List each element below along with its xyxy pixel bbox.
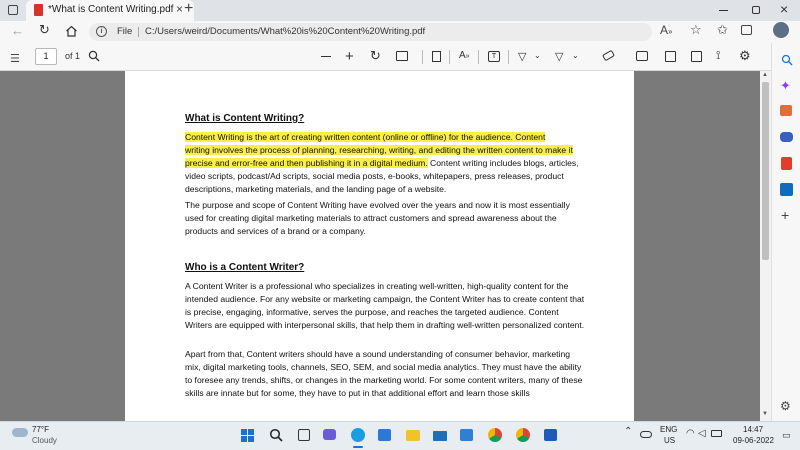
paragraph-text: Content writing includes blogs, articles, video scripts, podcast/Ad scripts, social media posts, e-books, whitepapers, press releases, product descriptions, marketing materials, and the landing page of a website. [185, 157, 579, 194]
edge-browser-icon[interactable] [351, 428, 365, 442]
notifications-icon[interactable]: ▭ [782, 430, 791, 440]
wifi-icon[interactable]: ◠ [686, 428, 695, 439]
favorites-icon[interactable]: ✩ [717, 22, 728, 37]
paragraph-writer-definition: A Content Writer is a professional who specializes in creating well-written, high-quality content for the intended audience. For any website or marketing campaign, the Content Writer has to create content that is precise, engaging, informative, serves the purpose, and reaches the targeted audience. Content Writers are equipped with interpersonal skills, that help them in drafting well-written personalized content. [185, 281, 585, 330]
address-scheme-label: File [117, 26, 133, 37]
draw-options-icon[interactable]: ⌄ [534, 51, 541, 60]
new-tab-icon[interactable]: + [184, 0, 194, 17]
highlighted-text: writing involves the process of planning, researching, writing, and editing the written content to make it [185, 144, 573, 155]
word-icon[interactable] [544, 429, 557, 441]
search-icon[interactable] [88, 50, 100, 62]
sidebar-tools-icon[interactable] [780, 105, 792, 116]
language-code[interactable]: ENG [660, 425, 678, 434]
back-icon[interactable]: ← [11, 23, 24, 38]
home-icon[interactable] [65, 25, 78, 37]
read-aloud-pdf-icon[interactable]: A» [459, 50, 470, 61]
save-as-icon[interactable] [691, 51, 702, 62]
address-url[interactable]: C:/Users/weird/Documents/What%20is%20Content%20Writing.pdf [145, 26, 426, 37]
profile-avatar[interactable] [773, 22, 789, 38]
close-window-icon[interactable]: × [780, 1, 789, 17]
sidebar-add-icon[interactable]: + [781, 207, 790, 223]
scroll-down-arrow-icon[interactable]: ▼ [762, 411, 768, 417]
taskbar-search-icon[interactable] [269, 428, 283, 442]
paragraph-writer-skills: Apart from that, Content writers should have a sound understanding of consumer behavior, marketing mix, digital marketing tools, channels, SEO, SEM, and social media analytics. They must have the ability to foresee any trends, shifts, or changes in the marketing world. For some content writers, many of these skills are innate but for some, they have to put in that additional effort and learn those skills [185, 349, 583, 398]
maximize-icon[interactable] [752, 6, 760, 14]
highlighted-text: Content Writing is the art of creating written content (online or offline) for the audience. Content [185, 132, 546, 142]
sidebar-outlook-icon[interactable] [780, 183, 793, 196]
minimize-icon[interactable] [719, 10, 728, 11]
weather-temperature[interactable]: 77°F [32, 425, 49, 434]
sidebar-office-icon[interactable] [781, 157, 792, 170]
toolbar-separator [449, 50, 450, 64]
chat-icon[interactable] [323, 429, 336, 440]
pin-icon[interactable]: ⟟ [716, 48, 721, 62]
page-view-icon[interactable] [432, 51, 441, 62]
contents-list-icon[interactable]: ☰ [10, 53, 20, 65]
sidebar-games-icon[interactable] [780, 132, 793, 142]
page-number-input[interactable]: 1 [35, 48, 57, 65]
pdf-file-icon [34, 4, 43, 16]
zoom-in-icon[interactable]: + [345, 48, 354, 65]
print-icon[interactable] [636, 51, 648, 61]
pdf-page [125, 71, 634, 421]
draw-icon[interactable]: ▽ [518, 51, 527, 63]
weather-cloud-icon [12, 428, 28, 437]
scroll-up-arrow-icon[interactable]: ▲ [762, 72, 768, 78]
paragraph-purpose: The purpose and scope of Content Writing have evolved over the years and now it is most essentially used for creating digital marketing materials to attract customers and spread awareness about the products and services of a brand or a company. [185, 200, 570, 236]
chrome-profile-icon[interactable] [516, 428, 530, 442]
task-view-icon[interactable] [298, 429, 310, 441]
refresh-icon[interactable]: ↻ [39, 22, 50, 37]
taskbar-active-indicator [353, 446, 363, 448]
show-hidden-icons-icon[interactable]: ⌃ [624, 426, 633, 437]
page-total-label: of 1 [65, 51, 81, 61]
edge-sidebar [771, 43, 800, 421]
toolbar-separator [422, 50, 423, 64]
battery-icon[interactable] [711, 430, 722, 437]
paragraph-definition [185, 131, 585, 196]
photos-icon[interactable] [460, 429, 473, 441]
sidebar-settings-icon[interactable]: ⚙ [780, 399, 791, 413]
sidebar-search-icon[interactable] [781, 54, 793, 66]
zoom-out-icon[interactable] [321, 56, 331, 57]
fit-page-icon[interactable] [396, 51, 408, 61]
address-separator [138, 27, 139, 37]
toolbar-separator [478, 50, 479, 64]
highlight-options-icon[interactable]: ⌄ [572, 51, 579, 60]
clock-date[interactable]: 09-06-2022 [733, 436, 774, 445]
address-bar[interactable] [89, 23, 652, 41]
tab-title: *What is Content Writing.pdf [48, 4, 174, 15]
sidebar-discover-icon[interactable]: ✦ [780, 78, 791, 93]
browser-tab[interactable] [26, 0, 194, 21]
rotate-icon[interactable]: ↻ [370, 48, 381, 63]
heading-who-is-content-writer: Who is a Content Writer? [185, 262, 305, 273]
favorite-icon[interactable]: ☆ [690, 22, 702, 37]
language-region[interactable]: US [664, 436, 676, 445]
volume-icon[interactable]: ◁ [698, 428, 706, 439]
weather-description[interactable]: Cloudy [32, 436, 57, 445]
mail-icon[interactable] [433, 431, 447, 441]
heading-what-is-content-writing: What is Content Writing? [185, 113, 305, 124]
cloud-sync-icon[interactable] [640, 431, 652, 438]
collections-icon[interactable] [741, 25, 752, 35]
highlight-icon[interactable]: ▽ [555, 51, 564, 63]
taskbar [0, 421, 800, 450]
add-text-icon[interactable]: T [488, 51, 500, 62]
scrollbar-thumb[interactable] [762, 82, 769, 260]
info-icon[interactable]: i [96, 26, 107, 37]
tab-close-icon[interactable]: × [176, 2, 184, 16]
start-windows-icon[interactable] [241, 429, 254, 442]
toolbar-separator [508, 50, 509, 64]
settings-gear-icon[interactable]: ⚙ [739, 48, 751, 63]
read-aloud-icon[interactable]: A» [660, 23, 673, 37]
save-icon[interactable] [665, 51, 676, 62]
microsoft-store-icon[interactable] [378, 429, 391, 441]
highlighted-text: precise and error-free and then publishing it in a digital medium. [185, 157, 428, 168]
chrome-icon[interactable] [488, 428, 502, 442]
clock-time[interactable]: 14:47 [743, 425, 764, 434]
file-explorer-icon[interactable] [406, 430, 420, 441]
window-menu-icon[interactable] [8, 5, 18, 15]
